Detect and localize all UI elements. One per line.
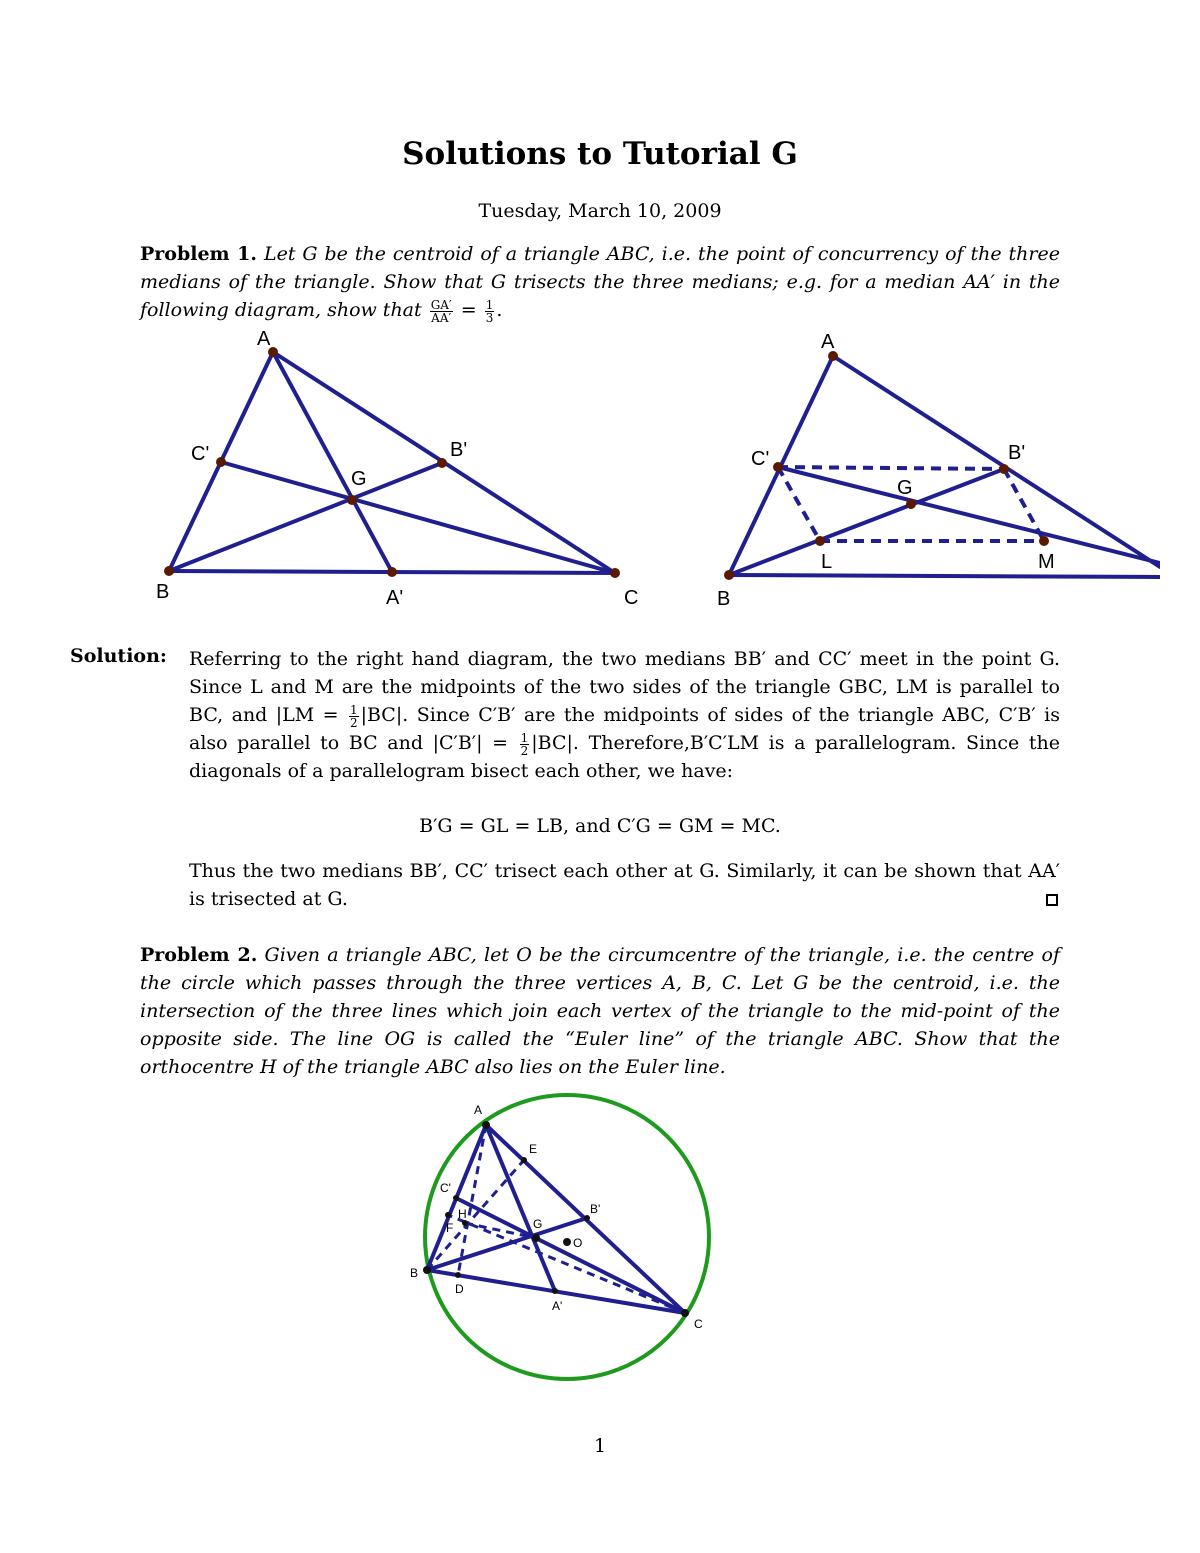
label-c: C: [694, 1317, 703, 1331]
label-m: M: [1038, 551, 1055, 573]
point-o: [563, 1238, 571, 1246]
label-a1: A': [386, 587, 404, 609]
solution-text-c: |BC|. Therefore,B′C′LM is a parallelogram. Since the diagonals of a parallelogram bisect each other, we have:: [189, 732, 1060, 782]
fraction-ga-aa: [430, 299, 453, 324]
diagram-parallelogram: [700, 325, 1160, 615]
point-d: [455, 1272, 461, 1278]
point-a1: [387, 567, 397, 577]
solution-label: Solution:: [70, 645, 167, 667]
label-g: G: [351, 468, 367, 490]
problem-1: [140, 240, 1060, 324]
frac-numerator: GA′: [430, 297, 452, 312]
side-bc: [729, 575, 1160, 577]
solution-text-b: |BC|. Since C′B′ are the midpoints of sides of the triangle ABC, C′B′ is also parallel to BC and |C′B′| =: [189, 704, 1060, 754]
frac-one: 1: [485, 297, 494, 312]
point-l: [815, 536, 825, 546]
half-num: 1: [349, 702, 358, 717]
label-a1: A': [552, 1299, 563, 1313]
label-c1: C': [751, 448, 770, 470]
point-b1: [999, 464, 1009, 474]
label-h: H: [458, 1207, 467, 1221]
label-o: O: [573, 1236, 583, 1250]
period: .: [496, 299, 503, 321]
fraction-one-third: [485, 299, 495, 324]
label-b1: B': [590, 1202, 601, 1216]
edge-c1l: [778, 467, 820, 541]
median-aa1: [486, 1125, 555, 1291]
point-m: [1039, 536, 1049, 546]
equation: B′G = GL = LB, and C′G = GM = MC.: [419, 815, 781, 837]
problem-1-text: Let G be the centroid of a triangle ABC, i.e. the point of concurrency of the three medians of the triangle. Show that G trisects the three medians; e.g. for a median AA′ in the following diagram, show that: [140, 243, 1060, 321]
point-e: [521, 1157, 527, 1163]
label-b: B: [410, 1266, 419, 1280]
label-g: G: [897, 477, 913, 499]
problem-2: [140, 941, 1060, 1081]
label-l: L: [821, 551, 833, 573]
fraction-half-1: [349, 704, 359, 729]
median-cc1: [221, 462, 615, 573]
point-b: [423, 1266, 431, 1274]
label-d: D: [455, 1282, 464, 1296]
half-den-2: 2: [520, 743, 529, 758]
label-g: G: [533, 1217, 543, 1231]
triangle-lines: [729, 356, 1160, 577]
point-b1: [437, 458, 447, 468]
label-a: A: [257, 328, 271, 350]
point-g: [906, 499, 916, 509]
point-g: [347, 495, 357, 505]
problem-1-label: Problem 1.: [140, 243, 258, 265]
point-c: [610, 568, 620, 578]
solution-text-a: Referring to the right hand diagram, the two medians BB′ and CC′ meet in the point G. Since L and M are the midpoints of the two sides of the triangle GBC, LM is parallel to BC, and |LM =: [189, 648, 1060, 726]
half-num-2: 1: [520, 730, 529, 745]
altitude-cf: [448, 1215, 685, 1313]
label-a: A: [821, 331, 835, 353]
label-e: E: [529, 1142, 538, 1156]
label-b1: B': [450, 439, 468, 461]
frac-denominator: AA′: [431, 310, 452, 325]
point-g: [532, 1234, 540, 1242]
equals-sign: =: [460, 299, 477, 321]
page-title: Solutions to Tutorial G: [402, 136, 798, 172]
label-b1: B': [1008, 442, 1026, 464]
label-c1: C': [440, 1181, 451, 1195]
point-c1: [773, 462, 783, 472]
point-a1: [552, 1288, 558, 1294]
label-c1: C': [191, 443, 210, 465]
label-c: C: [624, 587, 639, 609]
frac-three: 3: [485, 310, 494, 325]
solution-conclusion: Thus the two medians BB′, CC′ trisect each other at G. Similarly, it can be shown that AA′ is trisected at G.: [189, 860, 1060, 910]
diagram-centroid: [140, 325, 660, 615]
point-c1: [453, 1195, 459, 1201]
label-b: B: [156, 581, 170, 603]
diagram-euler-line: [400, 1080, 740, 1400]
point-b: [724, 570, 734, 580]
label-b: B: [717, 588, 731, 610]
fraction-half-2: [520, 732, 530, 757]
median-aa1: [273, 352, 392, 572]
date: Tuesday, March 10, 2009: [478, 200, 722, 222]
half-den: 2: [349, 715, 358, 730]
median-bb1: [169, 463, 442, 571]
label-a: A: [474, 1103, 483, 1117]
problem-2-label: Problem 2.: [140, 944, 258, 966]
side-ac: [833, 356, 1160, 567]
point-c1: [216, 457, 226, 467]
problem-2-text: Given a triangle ABC, let O be the circumcentre of the triangle, i.e. the centre of the circle which passes through the three vertices A, B, C. Let G be the centroid, i.e. the intersection of the three lines which join each vertex of the triangle to the mid-point of the opposite side. The line OG is called the “Euler line” of the triangle ABC. Show that the orthocentre H of the triangle ABC also lies on the Euler line.: [140, 944, 1060, 1078]
point-f: [445, 1212, 451, 1218]
triangle-medians: [169, 352, 615, 573]
points: [164, 347, 620, 578]
point-a: [482, 1121, 490, 1129]
point-b: [164, 566, 174, 576]
label-f: F: [446, 1221, 454, 1235]
circumcircle: [425, 1095, 709, 1379]
solution-body: [189, 645, 1060, 785]
edge-c1b1: [778, 467, 1004, 469]
point-c: [681, 1309, 689, 1317]
page-number: 1: [593, 1435, 607, 1457]
qed-square-icon: [1046, 894, 1058, 906]
